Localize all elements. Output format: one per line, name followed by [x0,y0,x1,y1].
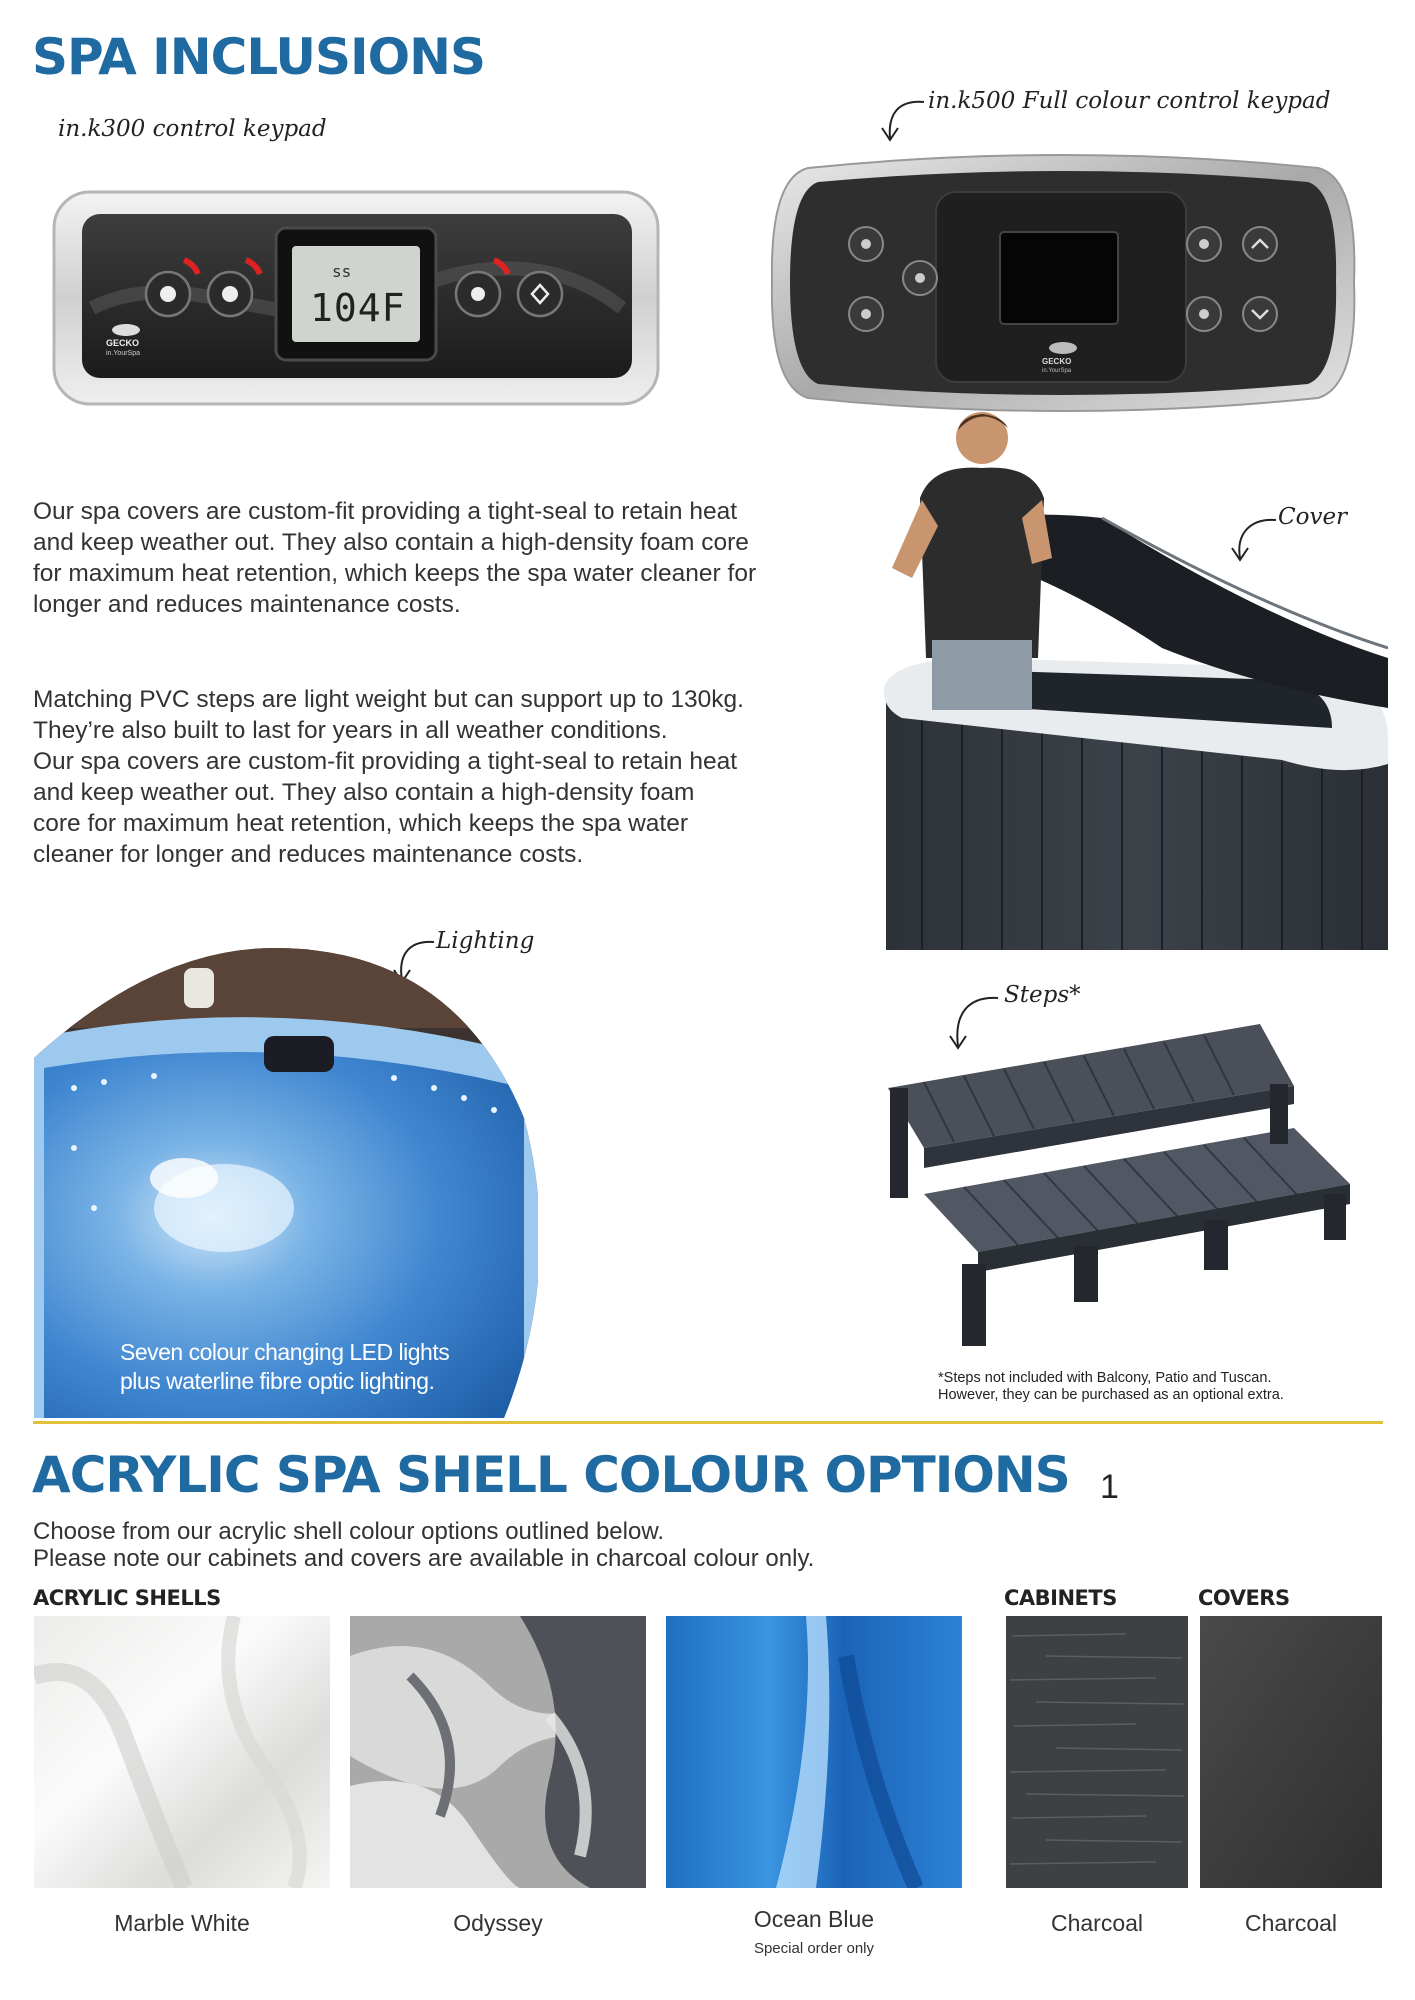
covers-heading: COVERS [1198,1586,1290,1610]
keypad1-brand: GECKO [106,338,140,348]
keypad2-brand-sub: in.YourSpa [1042,368,1072,374]
steps-description-line: core for maximum heat retention, which keeps the spa water [33,810,689,837]
swatch-label: Charcoal [1050,1910,1144,1936]
cover-description: Our spa covers are custom-fit providing a tight-seal to retain heat and keep weather out. They also contain a high-density foam core for maximum heat retention, which keeps the spa water cleaner for longer and reduces maintenance costs. [33,498,757,618]
keypad2-brand: GECKO [1042,357,1072,366]
steps-description [33,684,793,870]
steps-description-line: Matching PVC steps are light weight but can support up to 130kg. [33,686,744,713]
page-number: 1 [1100,1468,1119,1506]
keypad1-display-icon: ss [332,262,352,281]
spa-steps-photo [884,1024,1364,1354]
marble-white-swatch [34,1616,330,1888]
ocean-blue-swatch [666,1616,962,1888]
acrylic-shells-heading: ACRYLIC SHELLS [33,1586,221,1610]
keypad1-brand-sub: in.YourSpa [106,350,140,357]
section2-title: ACRYLIC SPA SHELL COLOUR OPTIONS [32,1446,1070,1504]
swatch-label: Marble White [114,1910,250,1936]
swatch-note: Special order only [753,1940,875,1957]
lighting-caption [120,1338,449,1396]
cover-charcoal-swatch [1200,1616,1382,1888]
steps-description-line: They’re also built to last for years in all weather conditions. [33,717,668,744]
cabinets-heading: CABINETS [1004,1586,1117,1610]
section2-intro-line: Choose from our acrylic shell colour options outlined below. [33,1518,664,1545]
spa-cover-photo [862,408,1388,950]
lighting-label: Lighting [436,928,535,954]
steps-description-line: cleaner for longer and reduces maintenance costs. [33,841,584,868]
cover-arrow-icon [1222,514,1282,566]
keypad1-label: in.k300 control keypad [58,116,327,142]
swatch-label: Charcoal [1244,1910,1338,1936]
odyssey-swatch [350,1616,646,1888]
steps-note-line: *Steps not included with Balcony, Patio and Tuscan. [938,1370,1272,1386]
lighting-caption-line: plus waterline fibre optic lighting. [120,1368,435,1394]
steps-note [938,1370,1284,1404]
cover-label: Cover [1278,504,1348,530]
ink500-keypad-image [768,148,1358,416]
steps-description-line: and keep weather out. They also contain a high-density foam [33,779,695,806]
steps-description-line: Our spa covers are custom-fit providing a tight-seal to retain heat [33,748,738,775]
keypad2-label: in.k500 Full colour control keypad [928,88,1331,114]
keypad1-display: 104F [310,286,406,330]
section-divider [33,1421,1383,1424]
steps-note-line: However, they can be purchased as an optional extra. [938,1387,1284,1403]
section2-intro-line: Please note our cabinets and covers are available in charcoal colour only. [33,1545,815,1572]
steps-label: Steps* [1004,982,1081,1008]
section2-intro [33,1518,814,1572]
lighting-caption-line: Seven colour changing LED lights [120,1339,450,1365]
keypad2-arrow-icon [868,96,928,146]
swatch-label: Odyssey [453,1910,543,1936]
page-title: SPA INCLUSIONS [32,28,485,86]
cabinet-charcoal-swatch [1006,1616,1188,1888]
swatch-label: Ocean Blue [753,1906,875,1932]
